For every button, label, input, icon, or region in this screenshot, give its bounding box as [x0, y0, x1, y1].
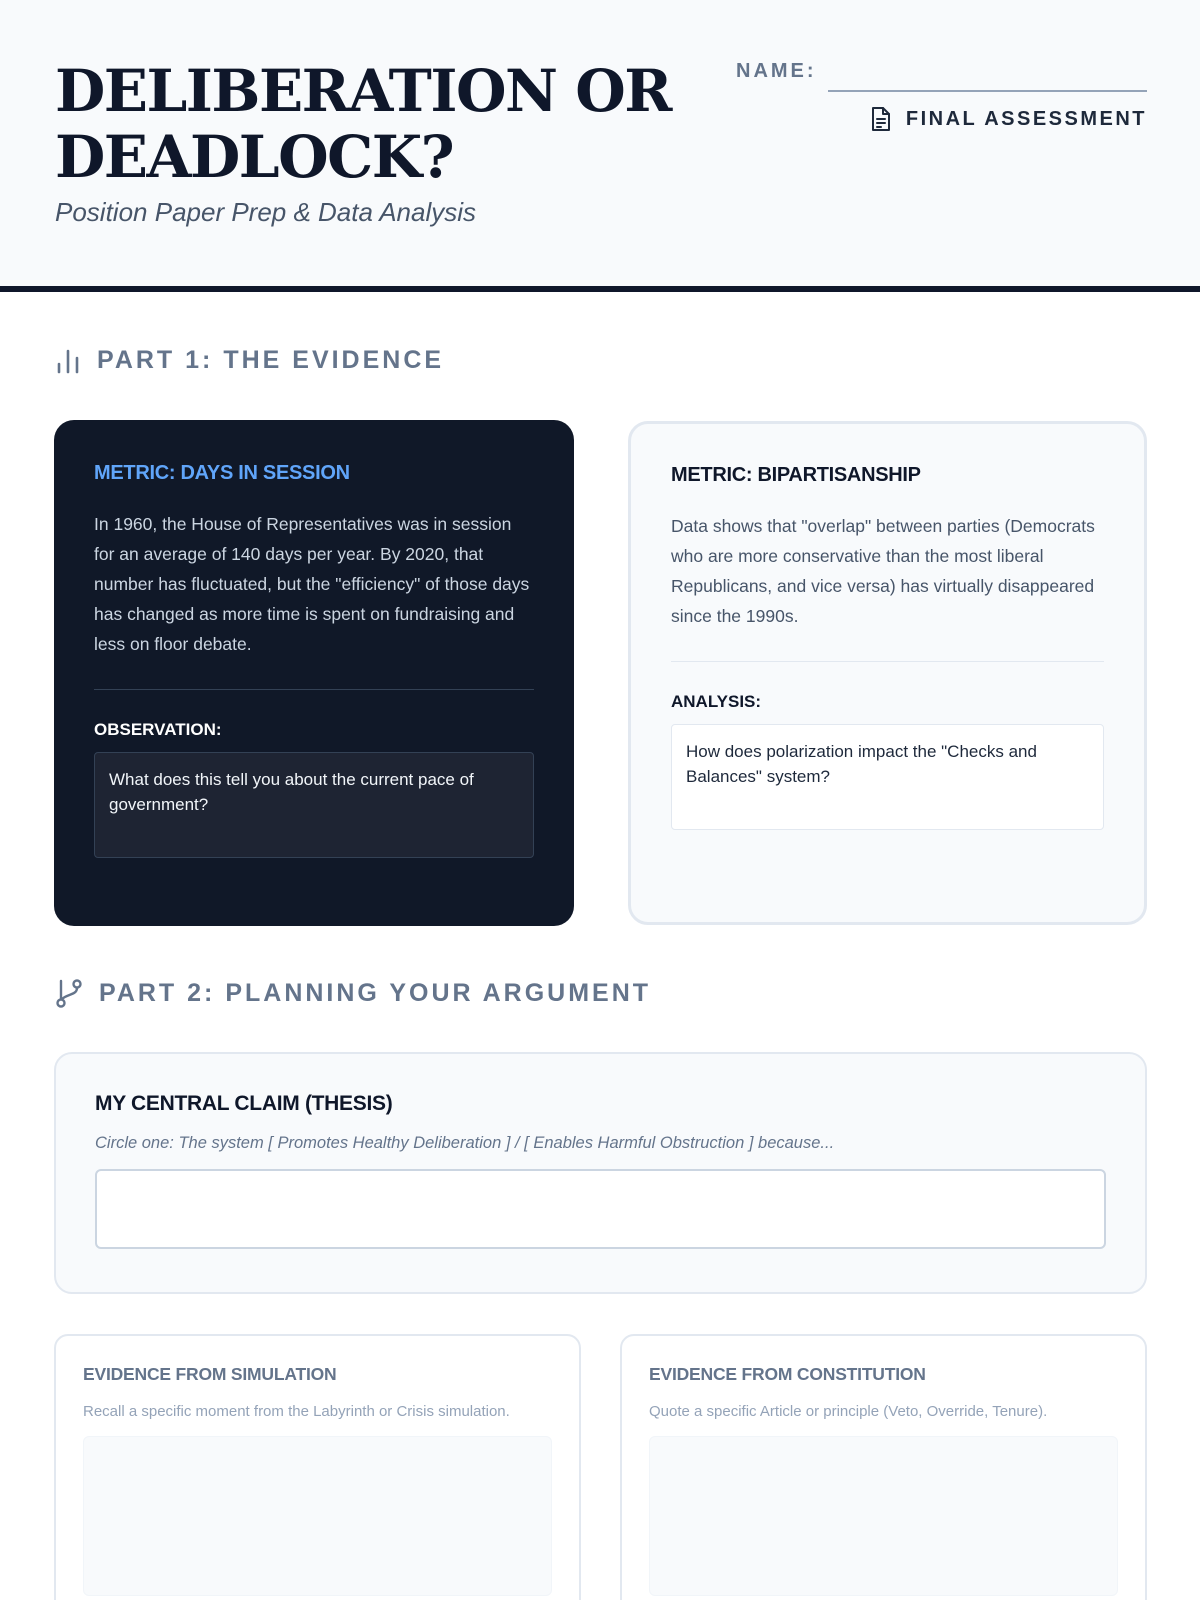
divider [94, 689, 534, 690]
observation-answer-box[interactable]: What does this tell you about the current pace of government? [94, 752, 534, 858]
metric-title: METRIC: BIPARTISANSHIP [671, 464, 921, 486]
metric-card-days-in-session [54, 420, 574, 926]
thesis-hint: Circle one: The system [ Promotes Healthy Deliberation ] / [ Enables Harmful Obstruction ] because... [95, 1134, 835, 1152]
evidence-constitution-input[interactable] [649, 1436, 1118, 1596]
branch-icon [55, 978, 83, 1008]
section-heading-label: PART 2: PLANNING YOUR ARGUMENT [99, 978, 652, 1007]
analysis-answer-box[interactable]: How does polarization impact the "Checks and Balances" system? [671, 724, 1104, 830]
observation-label: OBSERVATION: [94, 720, 222, 739]
name-label: NAME: [736, 60, 817, 82]
bar-chart-icon [55, 348, 81, 374]
evidence-title: EVIDENCE FROM CONSTITUTION [649, 1364, 926, 1384]
final-assessment-badge [870, 106, 1147, 132]
section-heading-label: PART 1: THE EVIDENCE [97, 346, 445, 374]
thesis-input[interactable] [95, 1169, 1106, 1249]
metric-description: In 1960, the House of Representatives was in session for an average of 140 days per year. By 2020, that number has fluctuated, but the "efficiency" of those days has changed as more time is spent on fundraising and less on floor debate. [94, 514, 530, 654]
section-heading-part1 [55, 346, 444, 375]
page-header [0, 0, 1200, 292]
evidence-simulation-input[interactable] [83, 1436, 552, 1596]
thesis-title: MY CENTRAL CLAIM (THESIS) [95, 1092, 393, 1115]
evidence-hint: Recall a specific moment from the Labyrinth or Crisis simulation. [83, 1403, 510, 1420]
analysis-label: ANALYSIS: [671, 692, 762, 711]
evidence-hint: Quote a specific Article or principle (Veto, Override, Tenure). [649, 1403, 1048, 1420]
page-subtitle: Position Paper Prep & Data Analysis [55, 197, 477, 227]
section-heading-part2 [55, 978, 651, 1008]
name-field[interactable] [828, 90, 1147, 92]
divider [671, 661, 1104, 662]
metric-description: Data shows that "overlap" between parties (Democrats who are more conservative than the most liberal Republicans, and vice versa) has virtually disappeared since the 1990s. [671, 516, 1095, 626]
page-title: DELIBERATION OR DEADLOCK? [55, 57, 671, 191]
metric-title: METRIC: DAYS IN SESSION [94, 462, 350, 484]
evidence-card-constitution [620, 1334, 1147, 1600]
evidence-title: EVIDENCE FROM SIMULATION [83, 1364, 337, 1384]
thesis-card [54, 1052, 1147, 1294]
metric-card-bipartisanship [628, 421, 1147, 925]
final-assessment-label: FINAL ASSESSMENT [905, 107, 1147, 130]
evidence-card-simulation [54, 1334, 581, 1600]
document-icon [870, 106, 892, 132]
